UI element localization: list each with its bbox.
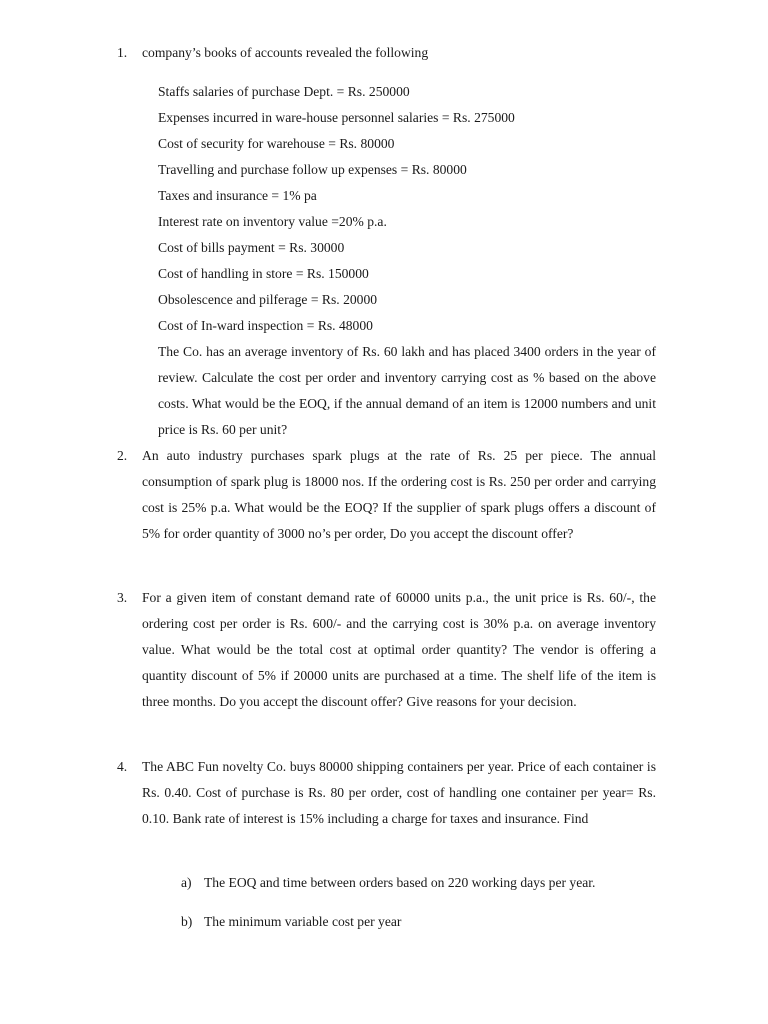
option-text: The minimum variable cost per year <box>204 914 402 929</box>
option-label: a) <box>181 875 192 890</box>
cost-item: Travelling and purchase follow up expenses = Rs. 80000 <box>158 162 467 177</box>
question-text: An auto industry purchases spark plugs at the rate of Rs. 25 per piece. The annual consumption of spark plug is 18000 nos. If the ordering cost is Rs. 250 per order and carrying cost is 25% p.a. What would be the EOQ? If the supplier of spark plugs offers a discount of 5% for order quantity of 3000 no’s per order, Do you accept the discount offer? <box>142 448 656 541</box>
option-text: The EOQ and time between orders based on 220 working days per year. <box>204 875 596 890</box>
cost-item: Taxes and insurance = 1% pa <box>158 188 317 203</box>
cost-item: Interest rate on inventory value =20% p.a. <box>158 214 387 229</box>
question-number: 2. <box>117 448 128 463</box>
question-text: For a given item of constant demand rate of 60000 units p.a., the unit price is Rs. 60/-, the ordering cost per order is Rs. 600/- and the carrying cost is 30% p.a. on average inventory value. What would be the total cost at optimal order quantity? The vendor is offering a quantity discount of 5% if 20000 units are purchased at a time. The shelf life of the item is three months. Do you accept the discount offer? Give reasons for your decision. <box>142 590 656 709</box>
option-label: b) <box>181 914 193 929</box>
cost-item: Cost of handling in store = Rs. 150000 <box>158 266 369 281</box>
cost-item: Staffs salaries of purchase Dept. = Rs. 250000 <box>158 84 410 99</box>
cost-item: Expenses incurred in ware-house personnel salaries = Rs. 275000 <box>158 110 515 125</box>
cost-item: Obsolescence and pilferage = Rs. 20000 <box>158 292 378 307</box>
question-number: 4. <box>117 759 128 774</box>
question-number: 3. <box>117 590 128 605</box>
question-intro: company’s books of accounts revealed the following <box>142 45 429 60</box>
cost-item: Cost of In-ward inspection = Rs. 48000 <box>158 318 373 333</box>
question-text: The ABC Fun novelty Co. buys 80000 shipping containers per year. Price of each container is Rs. 0.40. Cost of purchase is Rs. 80 per order, cost of handling one container per year= Rs. 0.10. Bank rate of interest is 15% including a charge for taxes and insurance. Find <box>142 759 656 826</box>
question-number: 1. <box>117 45 128 60</box>
cost-item: Cost of bills payment = Rs. 30000 <box>158 240 345 255</box>
cost-item: Cost of security for warehouse = Rs. 80000 <box>158 136 395 151</box>
question-1-paragraph: The Co. has an average inventory of Rs. 60 lakh and has placed 3400 orders in the year of review. Calculate the cost per order and inventory carrying cost as % based on the above costs. What would be the EOQ, if the annual demand of an item is 12000 numbers and unit price is Rs. 60 per unit? <box>158 344 656 437</box>
